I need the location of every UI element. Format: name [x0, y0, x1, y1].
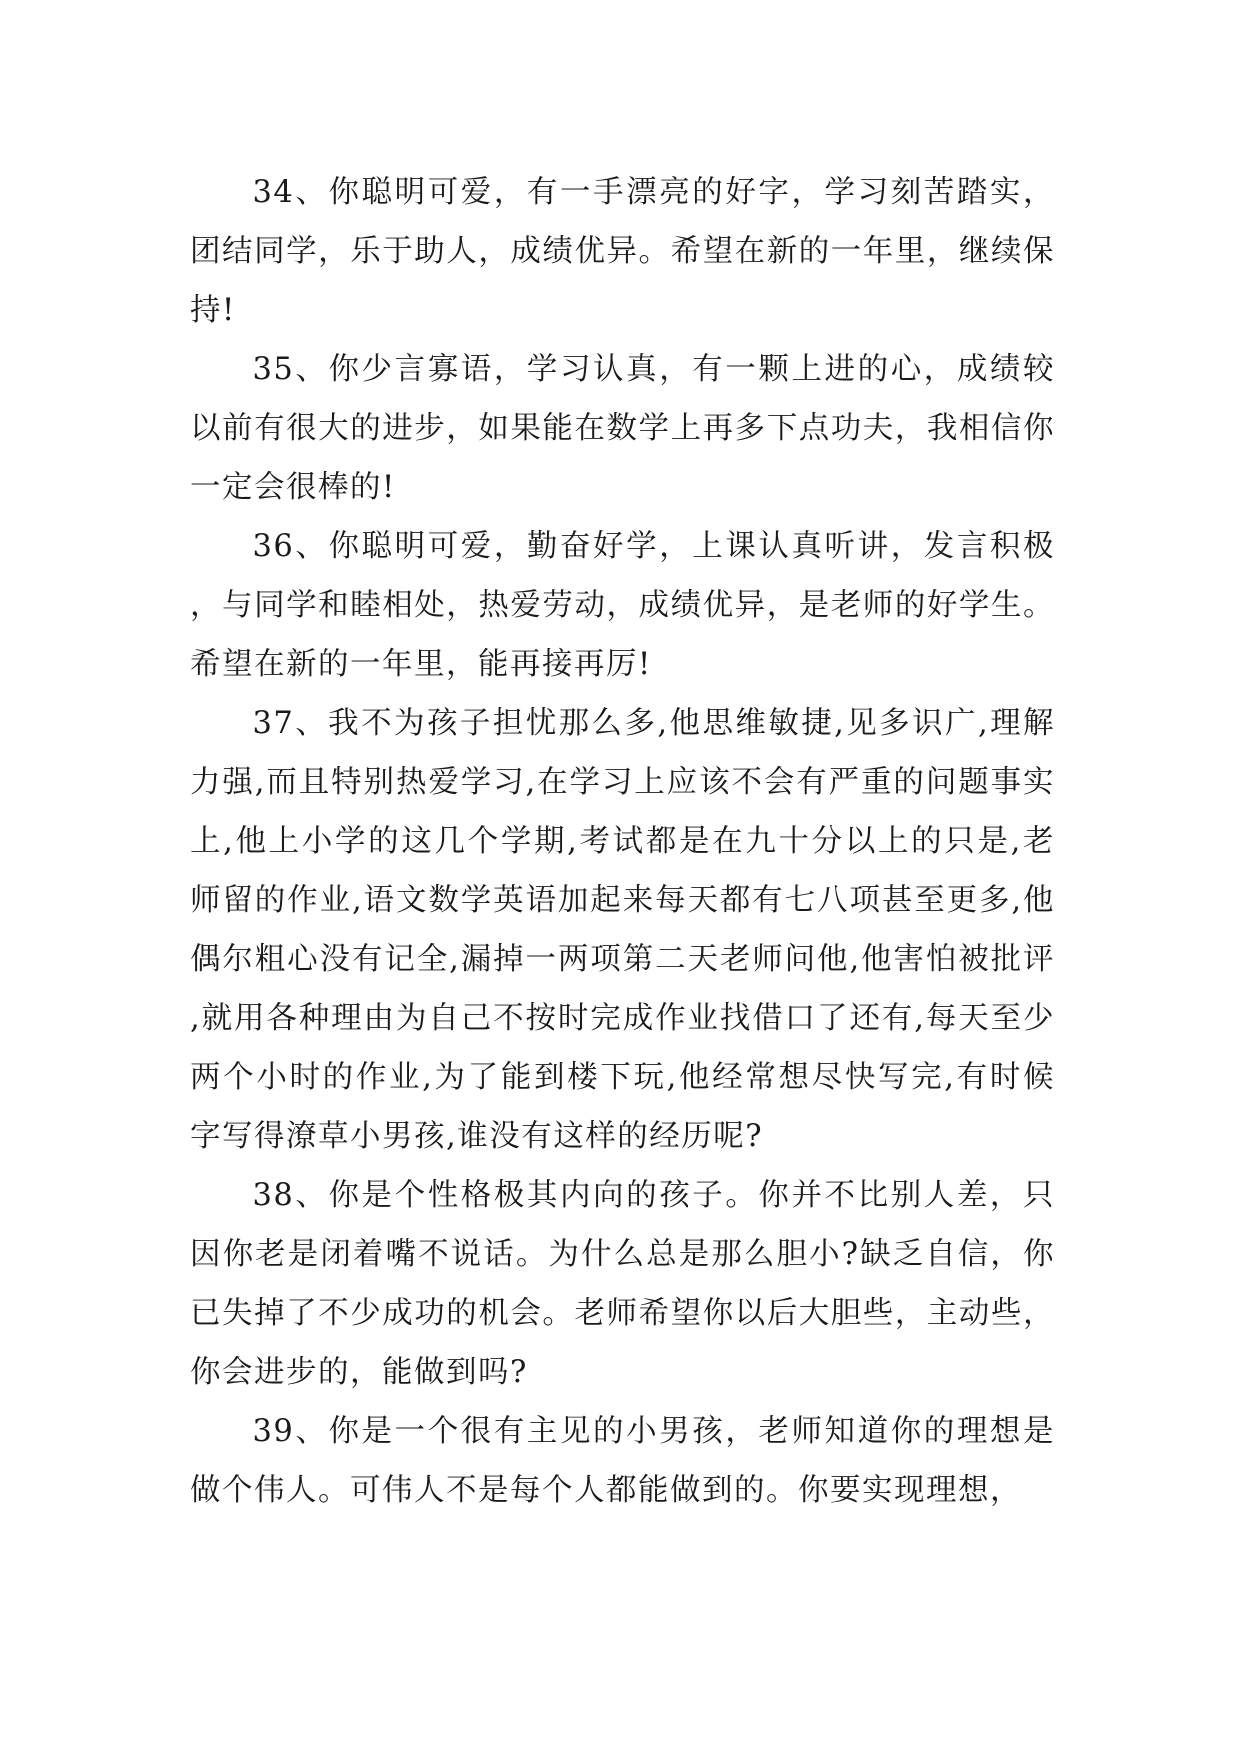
paragraph-39: 39、你是一个很有主见的小男孩，老师知道你的理想是做个伟人。可伟人不是每个人都能做到的。你要实现理想， [190, 1414, 1055, 1508]
document-body [190, 163, 1055, 1520]
paragraph-34: 34、你聪明可爱，有一手漂亮的好字，学习刻苦踏实，团结同学，乐于助人，成绩优异。希望在新的一年里，继续保持! [190, 175, 1055, 328]
paragraph-35: 35、你少言寡语，学习认真，有一颗上进的心，成绩较以前有很大的进步，如果能在数学上再多下点功夫，我相信你一定会很棒的! [190, 352, 1055, 505]
paragraph-36: 36、你聪明可爱，勤奋好学，上课认真听讲，发言积极，与同学和睦相处，热爱劳动，成绩优异，是老师的好学生。希望在新的一年里，能再接再厉! [190, 529, 1055, 682]
paragraph-38: 38、你是个性格极其内向的孩子。你并不比别人差，只因你老是闭着嘴不说话。为什么总是那么胆小?缺乏自信，你已失掉了不少成功的机会。老师希望你以后大胆些，主动些，你会进步的，能做到吗? [190, 1178, 1055, 1390]
paragraph-37: 37、我不为孩子担忧那么多,他思维敏捷,见多识广,理解力强,而且特别热爱学习,在学习上应该不会有严重的问题事实上,他上小学的这几个学期,考试都是在九十分以上的只是,老师留的作业,语文数学英语加起来每天都有七八项甚至更多,他偶尔粗心没有记全,漏掉一两项第二天老师问他,他害怕被批评,就用各种理由为自己不按时完成作业找借口了还有,每天至少两个小时的作业,为了能到楼下玩,他经常想尽快写完,有时候字写得潦草小男孩,谁没有这样的经历呢? [190, 706, 1055, 1154]
